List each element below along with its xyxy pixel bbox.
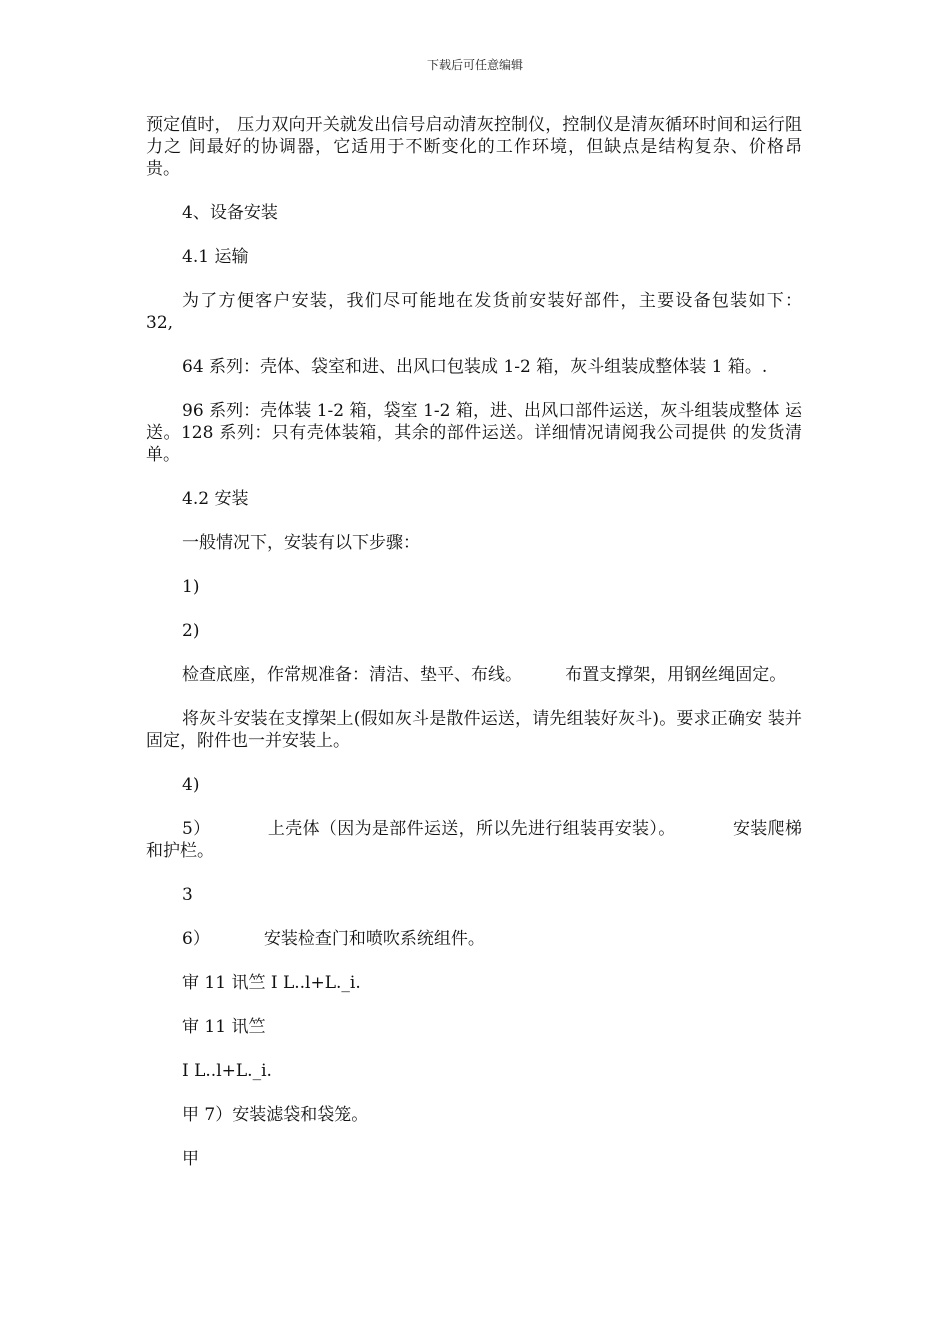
subsection-heading-transport: 4.1 运输 [182, 247, 249, 267]
paragraph-series-64: 64 系列：壳体、袋室和进、出风口包装成 1-2 箱，灰斗组装成整体装 1 箱。. [182, 357, 768, 377]
ocr-fragment-4: 甲 [182, 1149, 199, 1169]
ocr-fragment-3: I L..l+L._i. [182, 1061, 272, 1081]
step-5: 5） 上壳体（因为是部件运送，所以先进行组装再安装）。 安装爬梯和护栏。 [146, 819, 802, 861]
step-6: 6） 安装检查门和喷吹系统组件。 [182, 929, 485, 949]
ocr-fragment-1: 审 11 讯竺 I L..l+L._i. [182, 973, 361, 993]
paragraph-base-check: 检查底座，作常规准备：清洁、垫平、布线。 布置支撑架，用钢丝绳固定。 [182, 665, 787, 685]
paragraph-steps-intro: 一般情况下，安装有以下步骤： [182, 533, 420, 553]
ocr-fragment-2: 审 11 讯竺 [182, 1017, 266, 1037]
section-heading-equipment-installation: 4、设备安装 [182, 203, 278, 223]
paragraph-series-96-128: 96 系列：壳体装 1-2 箱，袋室 1-2 箱，进、出风口部件运送，灰斗组装成整体 运送。128 系列：只有壳体装箱，其余的部件运送。详细情况请阅我公司提供 的发货清单。 [146, 401, 802, 465]
step-2: 2) [182, 621, 200, 641]
paragraph-1: 预定值时， 压力双向开关就发出信号启动清灰控制仪，控制仪是清灰循环时间和运行阻力之 间最好的协调器，它适用于不断变化的工作环境，但缺点是结构复杂、价格昂 贵。 [146, 115, 808, 179]
paragraph-hopper-install: 将灰斗安装在支撑架上(假如灰斗是散件运送，请先组装好灰斗)。要求正确安 装并固定，附件也一并安装上。 [146, 709, 802, 751]
paragraph-packaging: 为了方便客户安装，我们尽可能地在发货前安装好部件，主要设备包装如下： 32, [146, 291, 824, 333]
document-body [146, 114, 824, 1192]
step-1: 1) [182, 577, 200, 597]
step-4: 4) [182, 775, 200, 795]
page-header: 下载后可任意编辑 [426, 58, 523, 72]
page-number: 3 [182, 885, 193, 905]
step-7: 甲 7）安装滤袋和袋笼。 [182, 1105, 369, 1125]
subsection-heading-installation: 4.2 安装 [182, 489, 249, 509]
